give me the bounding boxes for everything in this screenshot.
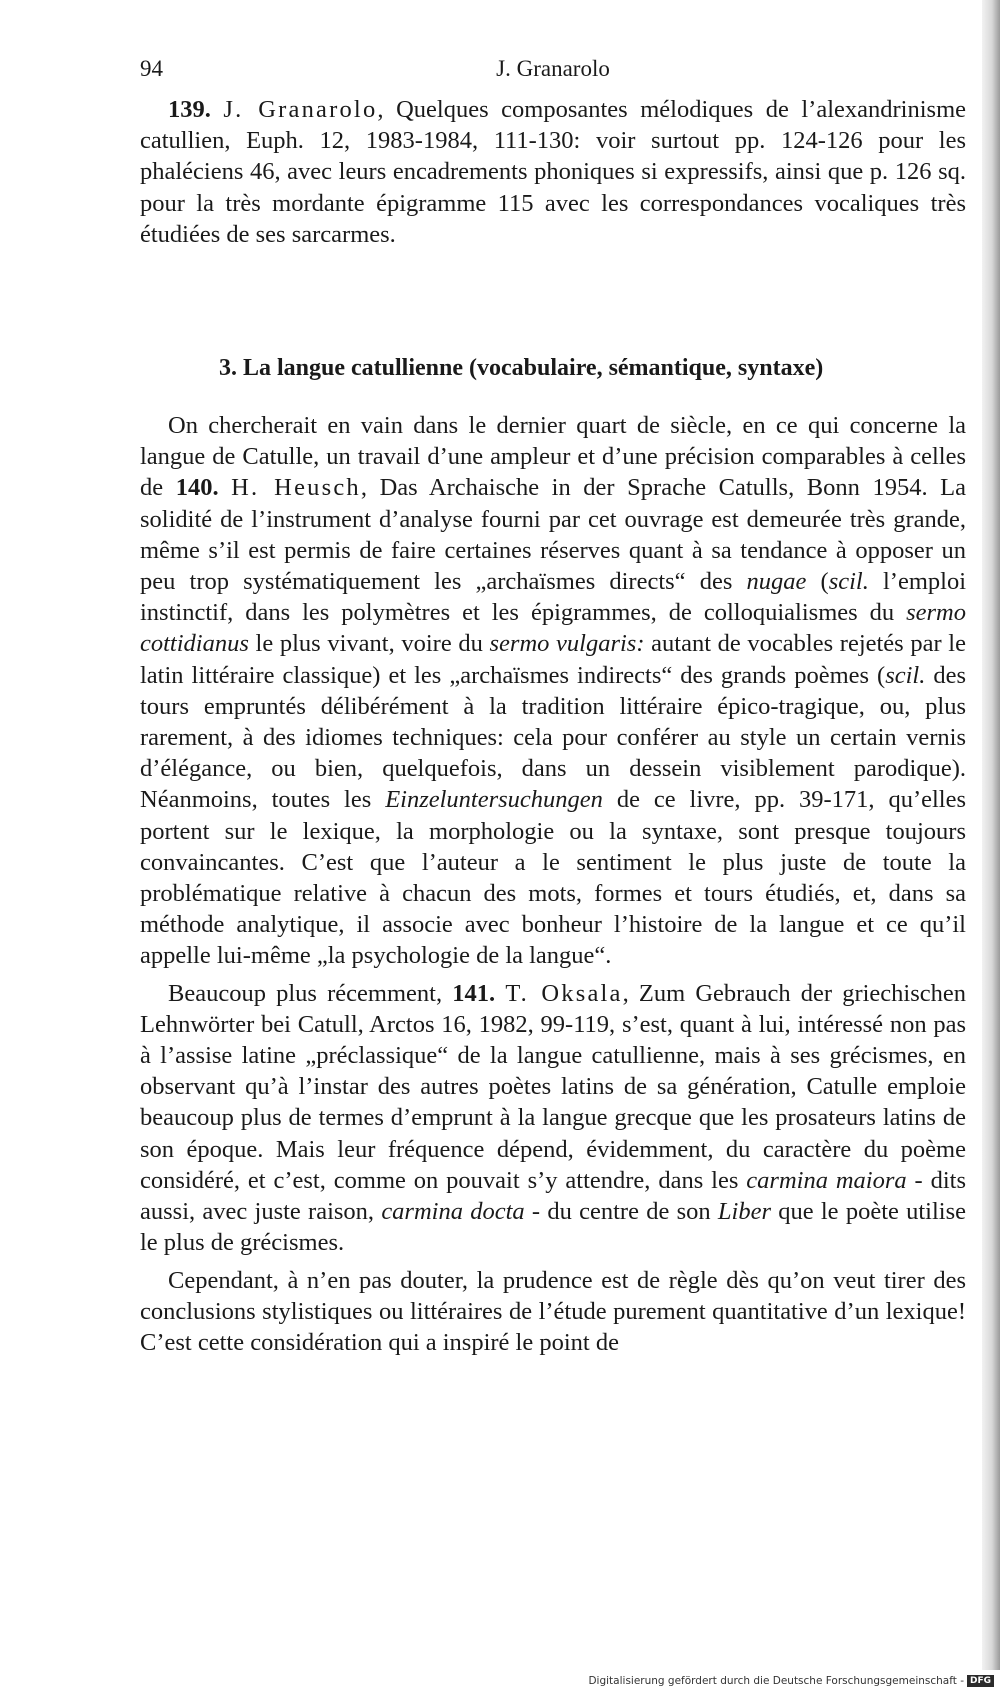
text-run: que le poète utilise le plus de grécismes. <box>140 1198 967 1257</box>
italic-term: nugae <box>746 568 807 596</box>
bibliography-entry-139 <box>140 94 966 250</box>
entry-number: 140. <box>175 474 219 502</box>
text-run: On chercherait en vain dans le dernier quart de siècle, en ce qui concerne la langue de Catulle, un travail d’une ampleur et d’une précision comparables à celles de <box>140 412 966 502</box>
book-spine-shadow <box>982 0 1000 1670</box>
digitization-credit <box>0 1675 1000 1687</box>
book-page <box>140 56 966 1358</box>
entry-number: 139. <box>168 96 211 123</box>
entry-number: 141. <box>452 979 496 1007</box>
italic-term: scil. <box>828 568 869 596</box>
entry-author: J. Granarolo <box>223 96 378 123</box>
running-head <box>140 56 966 94</box>
text-run: - du centre de son <box>524 1198 718 1226</box>
italic-term: sermo vulgaris: <box>489 630 645 658</box>
text-run: des tours empruntés délibérément à la tradition littéraire épico-tragique, ou, plus rarement, à des idiomes techniques: cela pour conférer au style un certain vernis d’élégance, ou bien, quelquefois, dans un dessein visiblement parodique). Néanmoins, toutes les <box>140 661 966 814</box>
entry-author: H. Heusch <box>231 474 361 502</box>
entry-author: T. Oksala <box>505 979 623 1007</box>
dfg-logo: DFG <box>967 1675 994 1687</box>
italic-term: Liber <box>717 1198 771 1226</box>
text-run: , Das Archaische in der Sprache Catulls, Bonn 1954. La solidité de l’instrument d’analyse fourni par cet ouvrage est demeurée très grande, même s’il est permis de faire certaines réserves quant à sa tendance à opposer un peu trop systématiquement les „archaïsmes directs“ des <box>140 474 966 596</box>
section-heading: 3. La langue catullienne (vocabulaire, sémantique, syntaxe) <box>219 355 824 382</box>
text-run: , Zum Gebrauch der griechischen Lehnwörter bei Catull, Arctos 16, 1982, 99-119, s’est, quant à lui, intéressé non pas à l’assise latine „préclassique“ de la langue catullienne, mais à ses grécismes, en observant qu’à l’instar des autres poètes latins de sa génération, Catulle emploie beaucoup plus de termes d’emprunt à la langue grecque que les prosateurs latins de son époque. Mais leur fréquence dépend, évidemment, du caractère du poème considéré, et c’est, comme on pouvait s’y attendre, dans les <box>140 979 967 1194</box>
italic-term: carmina docta <box>381 1198 525 1226</box>
running-head-author: J. Granarolo <box>496 56 610 81</box>
italic-term: scil. <box>885 661 926 689</box>
text-run: - dits aussi, avec juste raison, <box>140 1166 967 1226</box>
paragraph-2 <box>140 978 966 1259</box>
text-run: ( <box>806 568 829 596</box>
credit-text: Digitalisierung gefördert durch die Deutsche Forschungsgemeinschaft - <box>588 1675 964 1687</box>
paragraph-3: Cependant, à n’en pas douter, la prudence est de règle dès qu’on veut tirer des conclusions stylistiques ou littéraires de l’étude purement quantitative d’un lexique! C’est cette considération qui a inspiré le point de <box>140 1266 966 1356</box>
entry-text: , Quelques composantes mélodiques de l’alexandrinisme catullien, Euph. 12, 1983-1984, 111-130: voir surtout pp. 124-126 pour les phaléciens 46, avec leurs encadrements phoniques si expressifs, ainsi que p. 126 sq. pour la très mordante épigramme 115 avec les correspondances vocaliques très étudiées de ses sarcarmes. <box>140 96 967 248</box>
paragraph-1 <box>140 410 966 972</box>
text-run: le plus vivant, voire du <box>248 630 490 658</box>
text-run: l’emploi instinctif, dans les polymètres et les épigrammes, de colloquialismes du <box>140 568 966 627</box>
italic-term: carmina maiora <box>746 1166 907 1194</box>
page-number: 94 <box>140 56 163 81</box>
text-run: autant de vocables rejetés par le latin littéraire classique) et les „archaïsmes indirects“ des grands poèmes ( <box>140 630 966 689</box>
text-run: Beaucoup plus récemment, <box>168 979 453 1007</box>
italic-term: sermo cottidianus <box>140 599 966 658</box>
text-run: de ce livre, pp. 39-171, qu’elles portent sur le lexique, la morphologie ou la syntaxe, sont presque toujours convaincantes. C’est que l’auteur a le sentiment le plus juste de toute la problématique relative à chacun des mots, formes et tours étudiés, et, dans sa méthode analytique, il associe avec bonheur l’histoire de la langue et ce qu’il appelle lui-même „la psychologie de la langue“. <box>140 786 967 970</box>
italic-term: Einzeluntersuchungen <box>385 786 603 814</box>
